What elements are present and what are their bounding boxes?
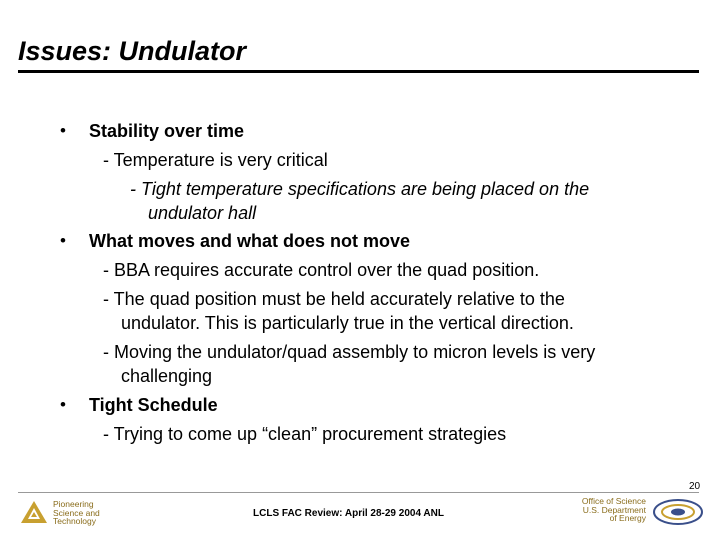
bullet-level3: - Tight temperature specifications are being placed on the bbox=[130, 179, 590, 199]
bullet-level2: - BBA requires accurate control over the quad position. bbox=[103, 260, 540, 280]
footer-review-label: LCLS FAC Review: April 28-29 2004 ANL bbox=[253, 508, 444, 519]
footer-tagline: Pioneering Science and Technology bbox=[53, 499, 100, 526]
bullet-level2: - Trying to come up “clean” procurement strategies bbox=[103, 424, 507, 444]
page-number: 20 bbox=[689, 481, 701, 492]
bullet-dot: • bbox=[60, 121, 66, 140]
bullet-level3-continuation: undulator hall bbox=[148, 203, 257, 223]
bullet-level2-continuation: undulator. This is particularly true in the vertical direction. bbox=[121, 313, 574, 333]
bullet-level1: What moves and what does not move bbox=[89, 231, 411, 251]
bullet-level2-continuation: challenging bbox=[121, 366, 213, 386]
footer-doe-label: Office of Science U.S. Department of Energy bbox=[581, 496, 646, 523]
slide-title: Issues: Undulator bbox=[18, 36, 247, 66]
bullet-level2: - The quad position must be held accurately relative to the bbox=[103, 289, 565, 309]
argonne-logo-icon bbox=[20, 500, 48, 524]
doe-science-logo-icon bbox=[652, 497, 704, 527]
bullet-level2: - Temperature is very critical bbox=[103, 150, 328, 170]
bullet-level1: Stability over time bbox=[89, 121, 245, 141]
bullet-dot: • bbox=[60, 395, 66, 414]
bullet-level1: Tight Schedule bbox=[89, 395, 218, 415]
bullet-level2: - Moving the undulator/quad assembly to micron levels is very bbox=[103, 342, 596, 362]
footer-divider bbox=[18, 492, 699, 493]
bullet-dot: • bbox=[60, 231, 66, 250]
